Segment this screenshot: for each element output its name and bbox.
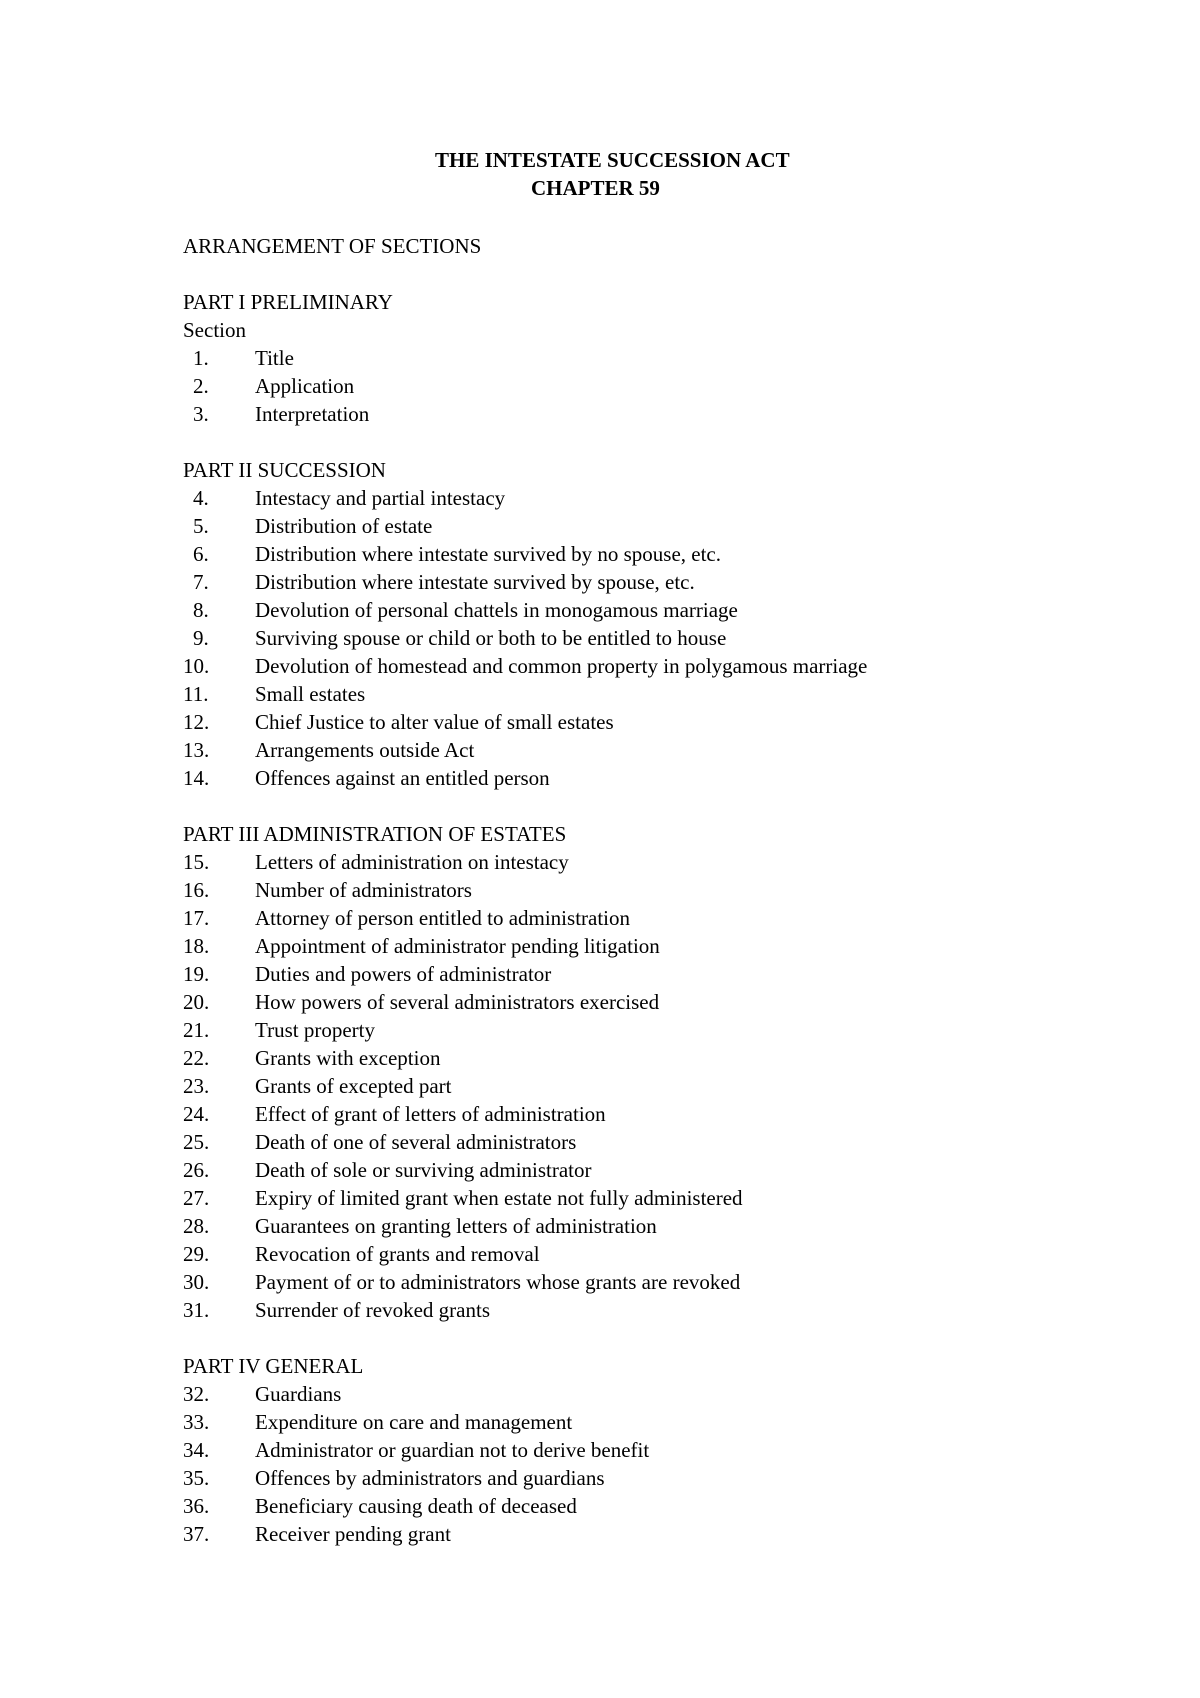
section-number: 20. bbox=[183, 990, 210, 1014]
section-number: 1. bbox=[193, 346, 209, 370]
section-number: 16. bbox=[183, 878, 210, 902]
section-number: 26. bbox=[183, 1158, 210, 1182]
section-number: 3. bbox=[193, 402, 209, 426]
section-title: Expenditure on care and management bbox=[255, 1410, 573, 1434]
section-entry bbox=[183, 736, 1083, 764]
section-entry bbox=[183, 960, 1083, 988]
section-title: Expiry of limited grant when estate not fully administered bbox=[255, 1186, 743, 1210]
section-entry bbox=[183, 512, 1083, 540]
section-entry bbox=[183, 932, 1083, 960]
chapter-label: CHAPTER 59 bbox=[531, 176, 660, 200]
section-entry bbox=[183, 624, 1083, 652]
section-entry bbox=[183, 1408, 1083, 1436]
section-title: Title bbox=[255, 346, 294, 370]
section-number: 2. bbox=[193, 374, 209, 398]
section-title: Distribution where intestate survived by no spouse, etc. bbox=[255, 542, 721, 566]
section-entry bbox=[183, 1044, 1083, 1072]
section-entry bbox=[183, 484, 1083, 512]
section-number: 10. bbox=[183, 654, 210, 678]
section-number: 6. bbox=[193, 542, 209, 566]
section-entry bbox=[183, 1492, 1083, 1520]
section-title: Beneficiary causing death of deceased bbox=[255, 1494, 577, 1518]
section-entry bbox=[183, 1436, 1083, 1464]
section-entry bbox=[183, 540, 1083, 568]
section-title: Offences against an entitled person bbox=[255, 766, 550, 790]
contents-list bbox=[183, 232, 1083, 1548]
section-column-label: Section bbox=[183, 318, 246, 342]
section-title: Receiver pending grant bbox=[255, 1522, 451, 1546]
section-title: Distribution of estate bbox=[255, 514, 433, 538]
section-entry bbox=[183, 764, 1083, 792]
section-title: Small estates bbox=[255, 682, 366, 706]
section-entry bbox=[183, 1464, 1083, 1492]
part-heading: PART I PRELIMINARY bbox=[183, 290, 393, 314]
section-title: How powers of several administrators exercised bbox=[255, 990, 660, 1014]
section-entry bbox=[183, 596, 1083, 624]
section-number: 32. bbox=[183, 1382, 210, 1406]
section-title: Death of one of several administrators bbox=[255, 1130, 577, 1154]
section-entry bbox=[183, 1240, 1083, 1268]
section-entry bbox=[183, 876, 1083, 904]
section-title: Application bbox=[255, 374, 355, 398]
section-entry bbox=[183, 904, 1083, 932]
section-entry bbox=[183, 1156, 1083, 1184]
section-number: 29. bbox=[183, 1242, 210, 1266]
section-number: 12. bbox=[183, 710, 210, 734]
section-number: 4. bbox=[193, 486, 209, 510]
section-entry bbox=[183, 708, 1083, 736]
section-title: Grants with exception bbox=[255, 1046, 441, 1070]
section-title: Surrender of revoked grants bbox=[255, 1298, 490, 1322]
section-entry bbox=[183, 1380, 1083, 1408]
section-entry bbox=[183, 568, 1083, 596]
section-entry bbox=[183, 1520, 1083, 1548]
section-number: 28. bbox=[183, 1214, 210, 1238]
section-number: 33. bbox=[183, 1410, 210, 1434]
section-title: Attorney of person entitled to administration bbox=[255, 906, 631, 930]
section-number: 5. bbox=[193, 514, 209, 538]
section-number: 17. bbox=[183, 906, 210, 930]
section-title: Guarantees on granting letters of administration bbox=[255, 1214, 657, 1238]
section-number: 30. bbox=[183, 1270, 210, 1294]
section-entry bbox=[183, 1184, 1083, 1212]
section-title: Payment of or to administrators whose grants are revoked bbox=[255, 1270, 741, 1294]
section-title: Death of sole or surviving administrator bbox=[255, 1158, 592, 1182]
section-entry bbox=[183, 1072, 1083, 1100]
section-number: 7. bbox=[193, 570, 209, 594]
section-title: Surviving spouse or child or both to be entitled to house bbox=[255, 626, 727, 650]
section-entry bbox=[183, 372, 1083, 400]
section-number: 15. bbox=[183, 850, 210, 874]
section-entry bbox=[183, 1100, 1083, 1128]
section-entry bbox=[183, 1128, 1083, 1156]
section-entry bbox=[183, 1016, 1083, 1044]
section-entry bbox=[183, 1296, 1083, 1324]
section-entry bbox=[183, 400, 1083, 428]
section-number: 31. bbox=[183, 1298, 210, 1322]
section-entry bbox=[183, 1268, 1083, 1296]
section-title: Effect of grant of letters of administration bbox=[255, 1102, 606, 1126]
part-heading: PART IV GENERAL bbox=[183, 1354, 364, 1378]
parts-container bbox=[183, 288, 1083, 1548]
section-entry bbox=[183, 344, 1083, 372]
section-entry bbox=[183, 680, 1083, 708]
spacer bbox=[183, 792, 1083, 820]
section-number: 25. bbox=[183, 1130, 210, 1154]
section-title: Duties and powers of administrator bbox=[255, 962, 552, 986]
section-title: Arrangements outside Act bbox=[255, 738, 475, 762]
section-title: Chief Justice to alter value of small estates bbox=[255, 710, 614, 734]
section-title: Devolution of homestead and common property in polygamous marriage bbox=[255, 654, 868, 678]
section-title: Number of administrators bbox=[255, 878, 472, 902]
section-number: 8. bbox=[193, 598, 209, 622]
section-entry bbox=[183, 848, 1083, 876]
section-entry bbox=[183, 988, 1083, 1016]
section-number: 19. bbox=[183, 962, 210, 986]
section-number: 24. bbox=[183, 1102, 210, 1126]
section-number: 9. bbox=[193, 626, 209, 650]
section-number: 27. bbox=[183, 1186, 210, 1210]
section-title: Devolution of personal chattels in monogamous marriage bbox=[255, 598, 738, 622]
section-number: 23. bbox=[183, 1074, 210, 1098]
section-title: Interpretation bbox=[255, 402, 370, 426]
section-entry bbox=[183, 1212, 1083, 1240]
part-heading: PART II SUCCESSION bbox=[183, 458, 386, 482]
section-title: Administrator or guardian not to derive benefit bbox=[255, 1438, 650, 1462]
section-title: Offences by administrators and guardians bbox=[255, 1466, 605, 1490]
section-title: Intestacy and partial intestacy bbox=[255, 486, 506, 510]
section-number: 21. bbox=[183, 1018, 210, 1042]
section-number: 11. bbox=[183, 682, 209, 706]
section-number: 22. bbox=[183, 1046, 210, 1070]
section-number: 13. bbox=[183, 738, 210, 762]
part-heading: PART III ADMINISTRATION OF ESTATES bbox=[183, 822, 567, 846]
section-title: Grants of excepted part bbox=[255, 1074, 452, 1098]
section-number: 14. bbox=[183, 766, 210, 790]
section-entry bbox=[183, 652, 1083, 680]
section-number: 34. bbox=[183, 1438, 210, 1462]
document-title: THE INTESTATE SUCCESSION ACT bbox=[435, 148, 790, 172]
section-title: Revocation of grants and removal bbox=[255, 1242, 540, 1266]
section-number: 37. bbox=[183, 1522, 210, 1546]
section-number: 35. bbox=[183, 1466, 210, 1490]
section-number: 36. bbox=[183, 1494, 210, 1518]
arrangement-heading: ARRANGEMENT OF SECTIONS bbox=[183, 234, 482, 258]
section-title: Appointment of administrator pending litigation bbox=[255, 934, 660, 958]
spacer bbox=[183, 428, 1083, 456]
spacer bbox=[183, 1324, 1083, 1352]
section-title: Letters of administration on intestacy bbox=[255, 850, 569, 874]
section-number: 18. bbox=[183, 934, 210, 958]
section-title: Trust property bbox=[255, 1018, 375, 1042]
spacer bbox=[183, 260, 1083, 288]
section-title: Distribution where intestate survived by spouse, etc. bbox=[255, 570, 695, 594]
section-title: Guardians bbox=[255, 1382, 342, 1406]
